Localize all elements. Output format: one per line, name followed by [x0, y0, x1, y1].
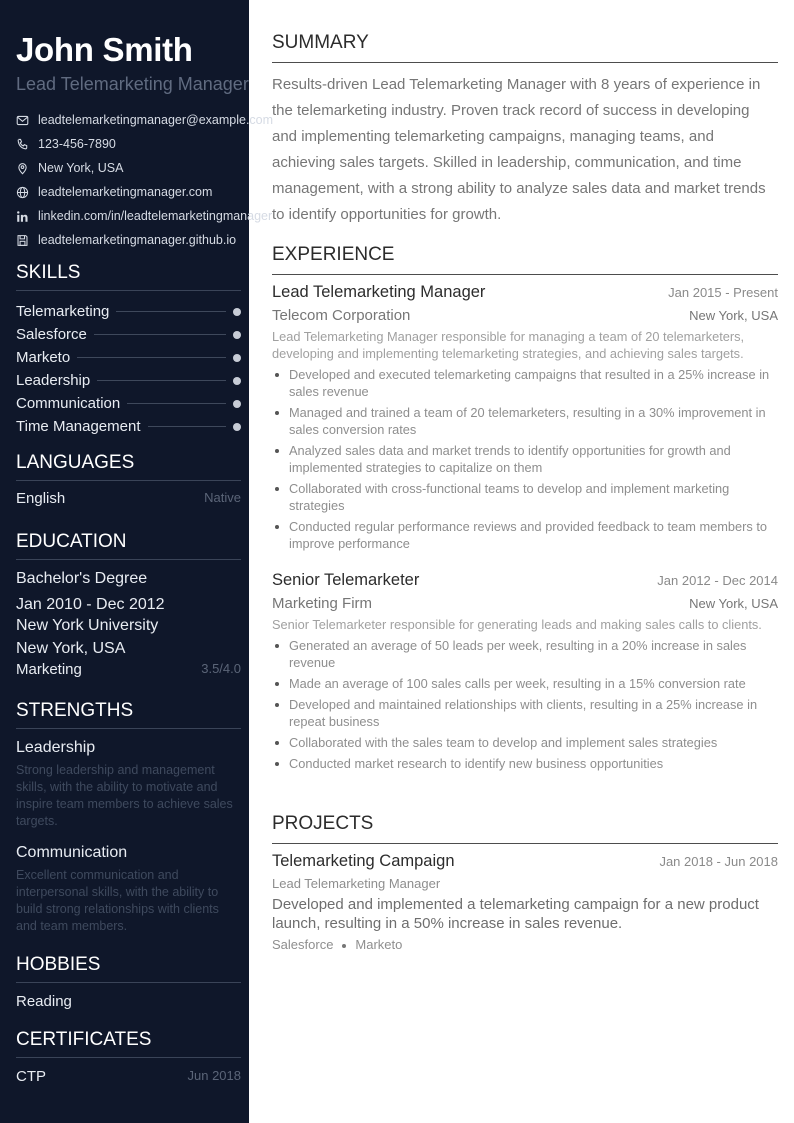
job-bullet: Managed and trained a team of 20 telemarketers, resulting in a 30% improvement in sales conversion rates: [272, 404, 778, 438]
project-tech-list: [272, 937, 778, 952]
hobbies-heading: HOBBIES: [16, 954, 241, 983]
project-tech-item: Marketo: [355, 937, 403, 952]
job-bullet: Collaborated with the sales team to develop and implement sales strategies: [272, 734, 778, 751]
education-dates: Jan 2010 - Dec 2012: [16, 596, 165, 613]
projects-heading: PROJECTS: [272, 813, 778, 844]
job-bullet: Developed and maintained relationships with clients, resulting in a 25% increase in repeat business: [272, 696, 778, 730]
contact-location: [16, 156, 266, 180]
contact-phone[interactable]: [16, 132, 266, 156]
skill-leader-line: [94, 334, 226, 335]
education-school: New York University: [16, 617, 159, 634]
contact-website-text: leadtelemarketingmanager.com: [38, 185, 213, 199]
hobby-item: [16, 993, 241, 1010]
language-level: Native: [204, 490, 241, 505]
job-company: Marketing Firm: [272, 595, 373, 612]
job-bullet: Generated an average of 50 leads per week, resulting in a 20% increase in sales revenue: [272, 637, 778, 671]
skill-dot-icon: [233, 423, 241, 431]
strength-description: Strong leadership and management skills, with the ability to motivate and inspire team members to achieve sales targets.: [16, 763, 233, 828]
certificates-heading: CERTIFICATES: [16, 1029, 241, 1058]
job-bullet: Developed and executed telemarketing campaigns that resulted in a 25% increase in sales revenue: [272, 366, 778, 400]
skill-item: [16, 300, 241, 323]
education-field-row: [16, 661, 241, 678]
certificate-item: [16, 1068, 241, 1085]
job-bullet: Conducted regular performance reviews and provided feedback to team members to improve performance: [272, 518, 778, 552]
education-gpa: 3.5/4.0: [201, 661, 241, 676]
skill-item: [16, 415, 241, 438]
globe-icon: [16, 186, 29, 199]
job-title: Lead Telemarketing Manager: [272, 283, 486, 301]
strength-item: [16, 844, 241, 935]
contact-phone-text: 123-456-7890: [38, 137, 116, 151]
skill-item: [16, 346, 241, 369]
contact-github-text: leadtelemarketingmanager.github.io: [38, 233, 237, 247]
strength-title: Leadership: [16, 739, 96, 756]
location-pin-icon: [16, 162, 29, 175]
job-company: Telecom Corporation: [272, 307, 411, 324]
candidate-name: John Smith: [16, 31, 193, 68]
contact-github[interactable]: [16, 228, 266, 252]
strength-title: Communication: [16, 844, 128, 861]
project-title: Telemarketing Campaign: [272, 852, 455, 870]
education-heading: EDUCATION: [16, 531, 241, 560]
language-item: [16, 490, 241, 507]
contact-linkedin-text: linkedin.com/in/leadtelemarketingmanager: [38, 209, 273, 223]
skill-label: Communication: [16, 395, 121, 412]
bullet-separator-icon: [342, 944, 346, 948]
job-bullet: Analyzed sales data and market trends to identify opportunities for growth and implemented strategies to capitalize on them: [272, 442, 778, 476]
job-bullets: [272, 366, 778, 552]
skill-item: [16, 369, 241, 392]
skill-leader-line: [127, 403, 226, 404]
language-name: English: [16, 490, 66, 507]
project-dates: Jan 2018 - Jun 2018: [659, 854, 778, 869]
skill-dot-icon: [233, 354, 241, 362]
skills-list: [16, 300, 241, 438]
contact-linkedin[interactable]: [16, 204, 273, 228]
strength-description: Excellent communication and interpersonal skills, with the ability to build strong relationships with clients and team members.: [16, 868, 219, 933]
sidebar: [0, 0, 274, 1123]
email-icon: [16, 114, 29, 127]
skill-dot-icon: [233, 400, 241, 408]
job-dates: Jan 2015 - Present: [668, 285, 778, 300]
skill-leader-line: [148, 426, 227, 427]
project-role: Lead Telemarketing Manager: [272, 876, 441, 891]
contact-email-text: leadtelemarketingmanager@example.com: [38, 113, 274, 127]
strength-item: [16, 739, 241, 830]
summary-text: Results-driven Lead Telemarketing Manager with 8 years of experience in the telemarketing industry. Proven track record of success in developing and implementing telemarketing campaigns, managing teams, and achieving sales targets. Skilled in leadership, communication, and time management, with a strong ability to analyze sales data and market trends to identify opportunities for growth.: [272, 76, 766, 223]
education-location: New York, USA: [16, 640, 126, 657]
skill-leader-line: [116, 311, 226, 312]
contact-website[interactable]: [16, 180, 266, 204]
contact-list: [16, 108, 274, 252]
job-location: New York, USA: [689, 596, 778, 611]
job-location: New York, USA: [689, 308, 778, 323]
experience-item: [272, 283, 778, 556]
contact-email[interactable]: [16, 108, 274, 132]
skill-label: Leadership: [16, 372, 91, 389]
skill-leader-line: [77, 357, 226, 358]
job-description: Senior Telemarketer responsible for generating leads and making sales calls to clients.: [272, 617, 762, 632]
contact-location-text: New York, USA: [38, 161, 124, 175]
job-title: Senior Telemarketer: [272, 571, 420, 589]
project-description: Developed and implemented a telemarketing campaign for a new product launch, resulting in a 50% increase in sales revenue.: [272, 896, 759, 932]
skill-dot-icon: [233, 331, 241, 339]
candidate-title: Lead Telemarketing Manager: [16, 74, 249, 94]
job-bullets: [272, 637, 778, 772]
job-bullet: Collaborated with cross-functional teams to develop and implement marketing strategies: [272, 480, 778, 514]
skill-dot-icon: [233, 308, 241, 316]
job-bullet: Made an average of 100 sales calls per week, resulting in a 15% conversion rate: [272, 675, 778, 692]
education-degree: Bachelor's Degree: [16, 570, 148, 587]
job-bullet: Conducted market research to identify new business opportunities: [272, 755, 778, 772]
certificate-name: CTP: [16, 1068, 46, 1085]
github-icon: [16, 234, 29, 247]
skill-item: [16, 392, 241, 415]
hobby-label: Reading: [16, 993, 72, 1010]
project-item: [272, 852, 778, 952]
skills-heading: SKILLS: [16, 262, 241, 291]
job-description: Lead Telemarketing Manager responsible for managing a team of 20 telemarketers, developing and implementing telemarketing strategies, and achieving sales targets.: [272, 329, 745, 361]
summary-heading: SUMMARY: [272, 32, 778, 63]
skill-label: Telemarketing: [16, 303, 110, 320]
experience-item: [272, 571, 778, 776]
experience-heading: EXPERIENCE: [272, 244, 778, 275]
main-content: [249, 0, 794, 1123]
certificate-date: Jun 2018: [187, 1068, 241, 1083]
skill-item: [16, 323, 241, 346]
skill-label: Time Management: [16, 418, 141, 435]
skill-dot-icon: [233, 377, 241, 385]
skill-label: Salesforce: [16, 326, 87, 343]
skill-label: Marketo: [16, 349, 71, 366]
linkedin-icon: [16, 210, 29, 223]
languages-heading: LANGUAGES: [16, 452, 241, 481]
job-dates: Jan 2012 - Dec 2014: [657, 573, 778, 588]
phone-icon: [16, 138, 29, 151]
skill-leader-line: [97, 380, 226, 381]
strengths-heading: STRENGTHS: [16, 700, 241, 729]
project-tech-item: Salesforce: [272, 937, 334, 952]
education-field: Marketing: [16, 661, 82, 678]
